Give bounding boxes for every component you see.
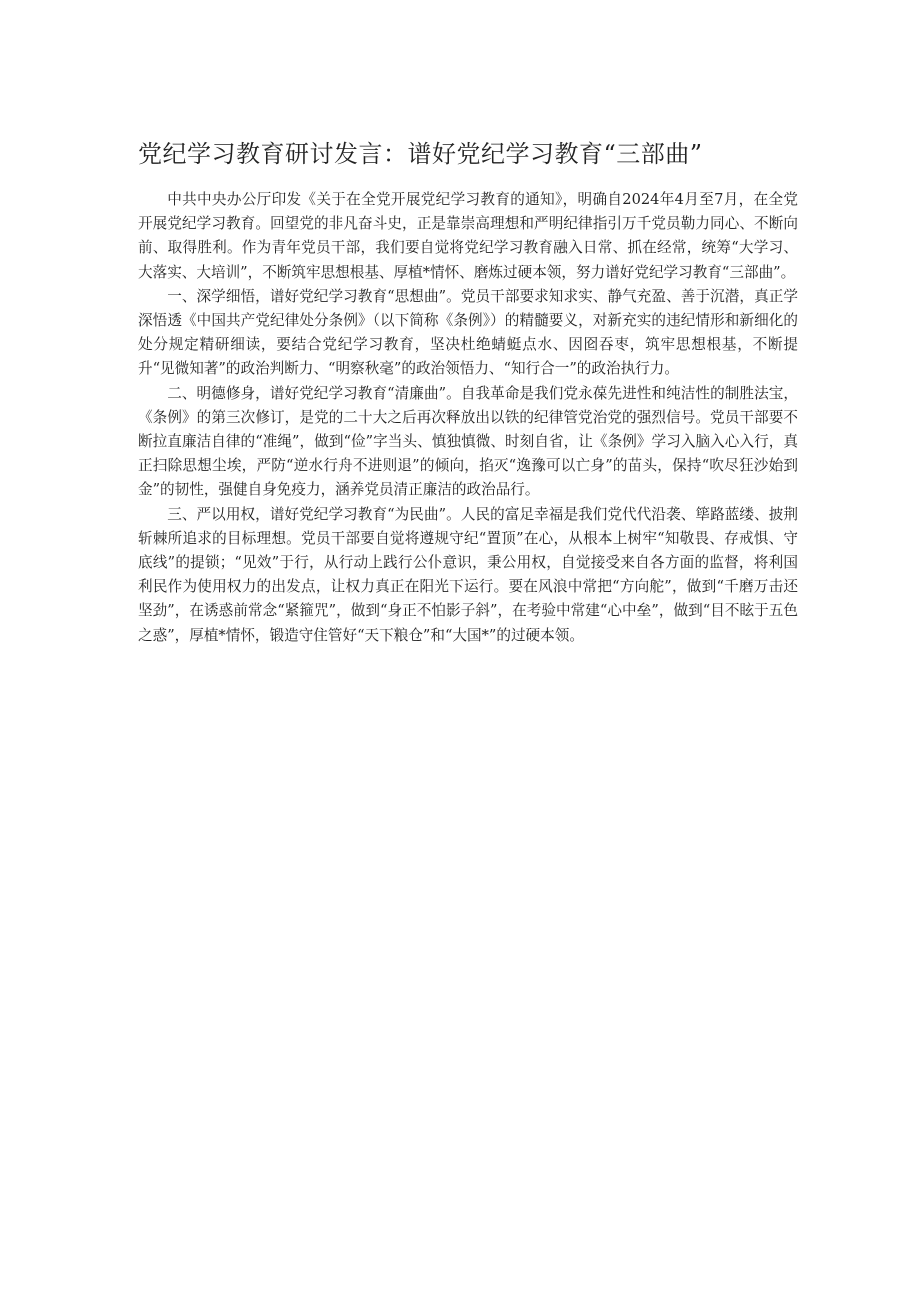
paragraph-intro: 中共中央办公厅印发《关于在全党开展党纪学习教育的通知》，明确自2024年4月至7月，在全党开展党纪学习教育。回望党的非凡奋斗史，正是靠崇高理想和严明纪律指引万千党员勒力同心、不断向前、取得胜利。作为青年党员干部，我们要自觉将党纪学习教育融入日常、抓在经常，统筹“大学习、大落实、大培训”，不断筑牢思想根基、厚植*情怀、磨炼过硬本领，努力谱好党纪学习教育“三部曲”。 [138,191,798,281]
document-title: 党纪学习教育研讨发言：谱好党纪学习教育“三部曲” [138,140,703,168]
paragraph-section-3: 三、严以用权，谱好党纪学习教育“为民曲”。人民的富足幸福是我们党代代沿袭、筚路蓝缕、披荆斩棘所追求的目标理想。党员干部要自觉将遵规守纪“置顶”在心，从根本上树牢“知敬畏、存戒惧、守底线”的提锁；“见效”于行，从行动上践行公仆意识，秉公用权，自觉接受来自各方面的监督，将利国利民作为使用权力的出发点，让权力真正在阳光下运行。要在风浪中常把“方向舵”，做到“千磨万击还坚劲”，在诱惑前常念“紧箍咒”，做到“身正不怕影子斜”，在考验中常建“心中垒”，做到“目不眩于五色之惑”，厚植*情怀，锻造守住管好“天下粮仓”和“大国*”的过硬本领。 [138,505,798,644]
document-page [138,138,798,648]
paragraph-section-2: 二、明德修身，谱好党纪学习教育“清廉曲”。自我革命是我们党永葆先进性和纯洁性的制胜法宝，《条例》的第三次修订，是党的二十大之后再次释放出以铁的纪律管党治党的强烈信号。党员干部要不断拉直廉洁自律的“准绳”，做到“俭”字当头、慎独慎微、时刻自省，让《条例》学习入脑入心入行，真正扫除思想尘埃，严防“逆水行舟不进则退”的倾向，掐灭“逸豫可以亡身”的苗头，保持“吹尽狂沙始到金”的韧性，强健自身免疫力，涵养党员清正廉洁的政治品行。 [138,384,798,499]
paragraph-section-1: 一、深学细悟，谱好党纪学习教育“思想曲”。党员干部要求知求实、静气充盈、善于沉潜，真正学深悟透《中国共产党纪律处分条例》（以下简称《条例》）的精髓要义，对新充实的违纪情形和新细化的处分规定精研细读，要结合党纪学习教育，坚决杜绝蜻蜓点水、因囵吞枣，筑牢思想根基，不断提升“见微知著”的政治判断力、“明察秋毫”的政治领悟力、“知行合一”的政治执行力。 [138,287,798,378]
